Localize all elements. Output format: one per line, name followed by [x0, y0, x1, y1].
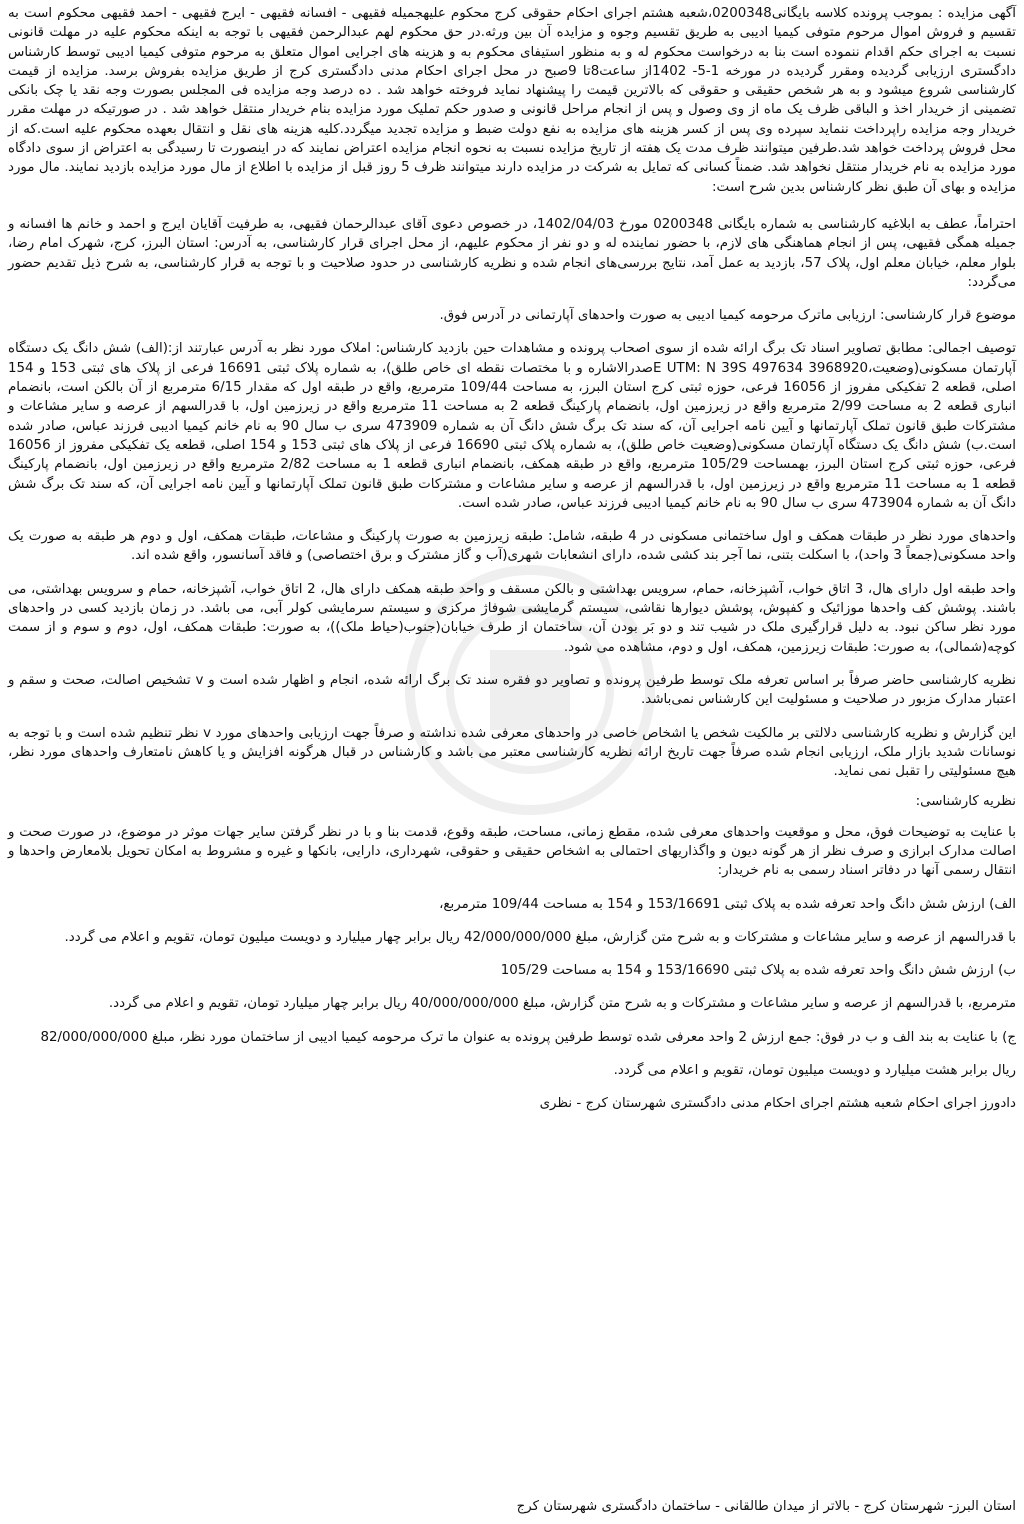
valuation-unit-b-title: ب) ارزش شش دانگ واحد تعرفه شده به پلاک ثبتی 153/16690 و 154 به مساحت 105/29: [500, 963, 1016, 979]
valuation-unit-a-title: الف) ارزش شش دانگ واحد تعرفه شده به پلاک ثبتی 153/16691 و 154 به مساحت 109/44 مترمربع،: [439, 896, 1016, 912]
property-description-paragraph: توصیف اجمالی: مطابق تصاویر اسناد تک برگ ارائه شده از سوی اصحاب پرونده و مشاهدات حین بازدید کارشناس: املاک مورد نظر به آدرس عبارتند از:(الف) شش دانگ یک دستگاه آپارتمان مسکونی(وضعیت،3968920 497634 E UTM: N 39Sصدرالاشاره و با مختصات نقطه ای خاص طلق)، به شماره پلاک ثبتی 16691 فرعی از پلاک های ثبتی 153 و 154 اصلی، قطعه 2 تفکیکی مفروز از 16056 فرعی، حوزه ثبتی کرج استان البرز، به مساحت 109/44 مترمربع، واقع در طبقه اول که مقدار 6/15 مترمربع از آن بالکن است، بانضمام انباری قطعه 2 به مساحت 2/99 مترمربع واقع در زیرزمین اول، بانضمام پارکینگ قطعه 2 به مساحت 11 مترمربع واقع در زیرزمین اول، با قدرالسهم از عرصه و سایر مشاعات و مشترکات طبق قانون تملک آپارتمانها و آیین نامه اجرایی آن، که سند تک برگ شش دانگ آن به شماره 473909 سری ب سال 90 به نام خانم کیمیا ادیبی فرزند عباس، صادر شده است.ب) شش دانگ یک دستگاه آپارتمان مسکونی(وضعیت خاص طلق)، به شماره پلاک ثبتی 16690 فرعی از پلاک های ثبتی 153 و 154 اصلی، قطعه یک تفکیکی مفروز از 16056 فرعی، حوزه ثبتی کرج استان البرز، بهمساحت 105/29 مترمربع، واقع در طبقه همکف، بانضمام انباری قطعه 1 به مساحت 2/82 مترمربع واقع در زیرزمین اول، بانضمام پارکینگ قطعه 1 به مساحت 11 مترمربع واقع در زیرزمین اول، با قدرالسهم از عرصه و سایر مشاعات و مشترکات طبق قانون تملک آپارتمانها و آیین نامه اجرایی آن، که سند تک برگ شش دانگ آن به شماره 473904 سری ب سال 90 به نام خانم کیمیا ادیبی فرزند عباس، صادر شده است.: [8, 341, 1016, 511]
valuation-unit-a-amount: با قدرالسهم از عرصه و سایر مشاعات و مشترکات و به شرح متن گزارش، مبلغ 42/000/000/000 ریال برابر چهار میلیارد و دویست میلیون تومان، تقویم و اعلام می گردد.: [64, 929, 1016, 945]
valuation-total-words: ریال برابر هشت میلیارد و دویست میلیون تومان، تقویم و اعلام می گردد.: [613, 1063, 1016, 1079]
expert-report-intro-paragraph: احتراماً، عطف به ابلاغیه کارشناسی به شماره بایگانی 0200348 مورخ 1402/04/03، در خصوص دعوی آقای عبدالرحمان فقیهی، به طرفیت آقایان ایرج و احمد و خانم ها افسانه و جمیله همگی فقیهی، پس از انجام هماهنگی های لازم، با حضور نماینده له و دو نفر از محکوم علیهم، از محل اجرای قرار کارشناسی، به آدرس: استان البرز، کرج، شهرک امام رضا، بلوار معلم، خیابان معلم اول، پلاک 57، بازدید به عمل آمد، نتایج بررسی‌های انجام شده و نظریه کارشناسی در حدود صلاحیت و با توجه به قرار کارشناسی، به شرح ذیل تقدیم حضور می‌گردد:: [8, 216, 1016, 290]
enforcement-officer-signature: دادورز اجرای احکام شعبه هشتم اجرای احکام مدنی دادگستری شهرستان کرج - نظری: [539, 1096, 1016, 1112]
valuation-unit-b-amount: مترمربع، با قدرالسهم از عرصه و سایر مشاعات و مشترکات و به شرح متن گزارش، مبلغ 40/000/000/000 ریال برابر چهار میلیارد تومان، تقویم و اعلام می گردد.: [108, 996, 1016, 1012]
auction-announcement-paragraph: آگهی مزایده : بموجب پرونده کلاسه بایگانی0200348،شعبه هشتم اجرای احکام حقوقی کرج محکوم علیهجمیله فقیهی - افسانه فقیهی - ایرج فقیهی - احمد فقیهی محکوم است به تقسیم و فروش اموال مرحوم متوفی کیمیا ادیبی به طریق تقسیم وجوه و مزایده آن بین ورثه.در حق محکوم لهم عبدالرحمن فقیهی با توجه به اینکه محکوم علیه در مهلت قانونی نسبت به اجرای حکم اقدام ننموده است بنا به درخواست محکوم له و به منظور استیفای محکوم به و هزینه های اجرایی اموال متعلق به مرحوم متوفی کیمیا ادیبی توسط کارشناس دادگستری ارزیابی گردیده ومقرر گردیده در مورخه 1-5- 1402از ساعت8تا 9صبح در محل اجرای احکام مدنی دادگستری کرج از طریق مزایده بفروش برسد. مزایده از قیمت کارشناسی شروع میشود و به هر شخص حقیقی و حقوقی که بالاترین قیمت را پیشنهاد نماید فروخته خواهد شد . ده درصد وجه مزایده فی المجلس بصورت وجه نقد یا چک بانکی تضمینی از خریدار اخذ و الباقی ظرف یک ماه از وی وصول و پس از انجام مراحل قانونی و صدور حکم تملیک مورد مزایده بنام خریدار منتقل خواهد شد . در صورتیکه در مهلت مقرر خریدار وجه مزایده راپرداخت ننماید سپرده وی پس از کسر هزینه های مزایده به نفع دولت ضبط و مزایده تجدید میگردد.کلیه هزینه های نقل و انتقال بعهده محکوم علیه است.که از محل فروش پرداخت خواهد شد.طرفین میتوانند ظرف مدت یک هفته از تاریخ مزایده نسبت به نحوه انجام مزایده اعتراض نمایند که در اینصورت تا رسیدگی به اعتراض از سوی دادگاه مورد مزایده به نام خریدار منتقل نخواهد شد. ضمناً کسانی که تمایل به شرکت در مزایده دارند میتوانند ظرف 5 روز قبل از مزایده با اطلاع از مال مورد مزایده بازدید نمایند. مال مورد مزایده و بهای آن طبق نظر کارشناس بدین شرح است:: [8, 6, 1016, 195]
valuation-total-paragraph: ج) با عنایت به بند الف و ب در فوق: جمع ارزش 2 واحد معرفی شده توسط طرفین پرونده به عنوان ما ترک مرحومه کیمیا ادیبی از ساختمان مورد نظر، مبلغ 82/000/000/000: [40, 1029, 1016, 1045]
court-address-footer: استان البرز- شهرستان کرج - بالاتر از میدان طالقانی - ساختمان دادگستری شهرستان کرج: [516, 1498, 1016, 1514]
disclaimer-documents-paragraph: نظریه کارشناسی حاضر صرفاً بر اساس تعرفه ملک توسط طرفین پرونده و تصاویر دو فقره سند تک برگ ارائه شده، انجام و اظهار شده است و v تشخیص اصالت، صحت و سقم و اعتبار مدارک مزبور در صلاحیت و مسئولیت این کارشناس نمی‌باشد.: [8, 672, 1016, 708]
units-description-paragraph: واحد طبقه اول دارای هال، 3 اتاق خواب، آشپزخانه، حمام، سرویس بهداشتی و بالکن مسقف و واحد طبقه همکف دارای هال، 2 اتاق خواب، آشپزخانه، حمام و سرویس بهداشتی، می باشند. پوشش کف واحدها موزائیک و کفپوش، پوشش دیوارها نقاشی، سیستم گرمایشی شوفاژ مرکزی و سیستم سرمایشی کولر آبی، می باشد. در زمان بازدید کسی در واحدهای مورد نظر ساکن نبود. به دلیل قرارگیری ملک در شیب تند و دو بَر بودن آن، ساختمان از طرف خیابان(جنوب(حیاط ملک))، به صورت: طبقات همکف، اول، دوم و سوم و از سمت کوچه(شمالی)، به صورت: طبقات زیرزمین، همکف، اول و دوم، مشاهده می شود.: [8, 581, 1016, 655]
disclaimer-ownership-paragraph: این گزارش و نظریه کارشناسی دلالتی بر مالکیت شخص یا اشخاص خاصی در واحدهای معرفی شده نداشته و صرفاً جهت ارزیابی واحدهای مورد v نظر تنظیم شده است و با توجه به نوسانات شدید بازار ملک، ارزیابی انجام شده صرفاً جهت تاریخ ارائه نظریه کارشناسی معتبر می باشد و کارشناس در قبال هرگونه افزایش و یا کاهش نامتعارف واحدهای مورد نظر، هیچ مسئولیتی را تقبل نمی نماید.: [8, 725, 1017, 780]
expert-opinion-paragraph: با عنایت به توضیحات فوق، محل و موقعیت واحدهای معرفی شده، مقطع زمانی، مساحت، طبقه وقوع، قدمت بنا و با در نظر گرفتن سایر جهات موثر در موضوع، در صورت صحت و اصالت مدارک ابرازی و صرف نظر از هر گونه دیون و واگذاریهای احتمالی به اشخاص حقیقی و حقوقی، شهرداری، دارایی، بانکها و غیره و مشروط به امکان تحویل بلامعارض واحدها و انتقال رسمی آنها در دفاتر اسناد رسمی به نام خریدار:: [8, 824, 1016, 879]
expert-report-subject: موضوع قرار کارشناسی: ارزیابی ماترک مرحومه کیمیا ادیبی به صورت واحدهای آپارتمانی در آدرس فوق.: [439, 308, 1016, 324]
building-description-paragraph: واحدهای مورد نظر در طبقات همکف و اول ساختمانی مسکونی در 4 طبقه، شامل: طبقه زیرزمین به صورت پارکینگ و مشاعات، طبقات همکف، اول و دوم هر طبقه به صورت یک واحد مسکونی(جمعاً 3 واحد)، با اسکلت بتنی، نما آجر بند کشی شده، دارای انشعابات شهری(آب و گاز مشترک و برق اختصاصی) و فاقد آسانسور، واقع شده اند.: [8, 529, 1016, 564]
notice-body: [8, 4, 1016, 1114]
expert-opinion-heading: نظریه کارشناسی:: [915, 794, 1016, 810]
